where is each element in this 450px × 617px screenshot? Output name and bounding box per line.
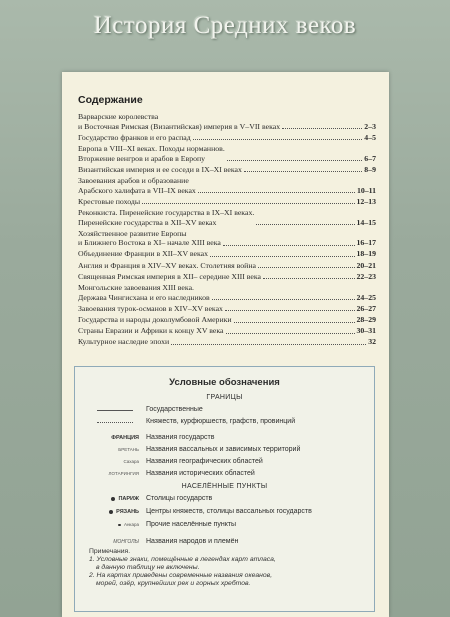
toc-item[interactable]: [78, 176, 376, 195]
toc-item-title: Англия и Франция в XIV–XV веках. Столетняя война: [78, 260, 256, 270]
toc-item[interactable]: [78, 229, 376, 248]
toc-item-title: Варварские королевства и Восточная Римская (Византийская) империя в V–VII веках: [78, 112, 281, 131]
legend-row-other-settlements: [75, 520, 374, 531]
toc-item-pages: 4–5: [364, 132, 376, 142]
legend-row-state-names: [75, 433, 374, 444]
toc-item[interactable]: [78, 133, 376, 143]
toc-item-pages: 32: [368, 337, 376, 347]
toc-leader: [263, 278, 355, 279]
legend-notes: [89, 548, 369, 588]
toc-item[interactable]: [78, 304, 376, 314]
toc-item-pages: 10–11: [356, 185, 376, 195]
legend-row-text: Названия географических областей: [146, 458, 263, 465]
toc-item-title: Завоевания турок-османов в XIV–XV веках: [78, 303, 223, 313]
state-border-symbol: [97, 410, 133, 411]
legend-box: [74, 366, 375, 612]
legend-row-text: Государственные: [146, 406, 203, 413]
toc-leader: [223, 245, 355, 246]
toc-item[interactable]: [78, 197, 376, 207]
legend-row-text: Прочие населённые пункты: [146, 521, 237, 528]
capital-dot-icon: [111, 497, 115, 501]
legend-row-historic-names: [75, 469, 374, 480]
toc-item-title: Культурное наследие эпохи: [78, 337, 170, 347]
legend-row-text: Названия вассальных и зависимых территорий: [146, 446, 301, 453]
legend-symbol: МОНГОЛЫ: [113, 539, 139, 545]
note-item: 1. Условные знаки, помещённые в легендах карт атласа, в данную таблицу не включены.: [89, 556, 276, 571]
toc-item-title: Реконкиста. Пиренейские государства в IX–XI веках. Пиренейские государства в XII–XV веках: [78, 207, 255, 227]
legend-symbol: Сахара: [123, 459, 139, 464]
toc-item-pages: 24–25: [356, 292, 376, 302]
toc-item-pages: 26–27: [356, 303, 376, 313]
borders-section-title: ГРАНИЦЫ: [206, 394, 243, 401]
legend-row-text: Столицы государств: [146, 495, 213, 502]
legend-row-text: Названия государств: [146, 434, 215, 441]
toc-leader: [234, 322, 355, 323]
legend-row-state-border: [75, 405, 374, 416]
toc-item[interactable]: [78, 112, 376, 131]
toc-leader: [225, 310, 355, 311]
toc-item-title: Государство франков и его распад: [78, 132, 191, 142]
toc-item-pages: 16–17: [356, 238, 376, 248]
toc-item[interactable]: [78, 261, 376, 271]
legend-row-geographic-names: [75, 457, 374, 468]
toc-item[interactable]: [78, 208, 376, 227]
toc-leader: [256, 224, 354, 225]
toc-item-title: Страны Евразии и Африки к концу XV века: [78, 326, 224, 336]
legend-row-peoples: [75, 537, 374, 548]
center-dot-icon: [109, 510, 113, 514]
toc-leader: [198, 192, 355, 193]
legend-row-text: Названия народов и племён: [146, 538, 239, 545]
toc-item[interactable]: [78, 315, 376, 325]
legend-row-principality-centers: [75, 507, 374, 518]
legend-title: Условные обозначения: [169, 377, 280, 388]
town-dot-icon: [118, 524, 121, 527]
note-item: 2. На картах приведены современные названия океанов, морей, озёр, крупнейших рек и горных хребтов.: [89, 572, 273, 587]
toc-leader: [142, 203, 354, 204]
toc-item-title: Государства и народы доколумбовой Америки: [78, 315, 232, 324]
toc-item-pages: 8–9: [364, 164, 376, 174]
toc-leader: [282, 128, 362, 129]
toc-leader: [171, 344, 366, 345]
toc-item[interactable]: [78, 249, 376, 259]
toc-leader: [212, 299, 355, 300]
toc-leader: [210, 256, 354, 257]
toc-item-pages: 6–7: [364, 153, 376, 163]
settlements-section-title: НАСЕЛЁННЫЕ ПУНКТЫ: [181, 483, 268, 490]
toc-item[interactable]: [78, 337, 376, 347]
toc-item-pages: 18–19: [356, 249, 376, 259]
toc-item-title: Монгольские завоевания XIII века. Держава Чингисхана и его наследников: [78, 283, 210, 302]
toc-item-pages: 14–15: [356, 217, 376, 227]
toc-item[interactable]: [78, 326, 376, 336]
toc-item-pages: 30–31: [356, 326, 376, 336]
contents-page: [62, 72, 389, 617]
toc-item-title: Завоевания арабов и образование Арабского халифата в VII–IX веках: [78, 175, 196, 195]
toc-leader: [226, 333, 355, 334]
toc-item[interactable]: [78, 165, 376, 175]
toc-item-pages: 12–13: [356, 196, 376, 206]
legend-row-text: Княжеств, курфюршеств, графств, провинций: [146, 418, 296, 425]
legend-symbol: ЛОТАРИНГИЯ: [108, 471, 139, 476]
legend-row-text: Центры княжеств, столицы вассальных государств: [146, 508, 312, 515]
toc-item-pages: 28–29: [356, 315, 376, 324]
legend-symbol: РЯЗАНЬ: [75, 509, 139, 515]
toc-leader: [193, 139, 363, 140]
toc-item-title: Крестовые походы: [78, 196, 141, 206]
toc-leader: [227, 160, 362, 161]
toc-item-pages: 2–3: [364, 121, 376, 131]
toc-leader: [244, 171, 362, 172]
contents-heading: Содержание: [78, 94, 143, 106]
legend-row-province-border: [75, 417, 374, 428]
toc-item-title: Хозяйственное развитие Европы и Ближнего Востока в XI– начале XIII века: [78, 228, 221, 248]
toc-item-title: Объединение Франции в XII–XV веках: [78, 249, 209, 259]
province-border-symbol: [97, 422, 133, 423]
legend-symbol: ПАРИЖ: [75, 496, 139, 502]
toc-item-title: Византийская империя и ее соседи в IX–XI веках: [78, 164, 242, 174]
legend-symbol: БРЕТАНЬ: [118, 447, 139, 452]
toc-item-title: Европа в VIII–XI веках. Походы норманнов. Вторжение венгров и арабов в Европу: [78, 143, 225, 163]
legend-symbol: ФРАНЦИЯ: [111, 435, 139, 441]
toc-item-pages: 22–23: [356, 271, 376, 281]
toc-item[interactable]: [78, 272, 376, 282]
toc-item-title: Священная Римская империя в XII– середине XIII века: [78, 271, 261, 281]
table-of-contents: [78, 112, 376, 347]
toc-leader: [258, 267, 355, 268]
toc-item-pages: 20–21: [356, 260, 376, 270]
legend-row-vassal-names: [75, 445, 374, 456]
toc-item[interactable]: [78, 144, 376, 163]
legend-row-capitals: [75, 494, 374, 505]
legend-row-text: Названия исторических областей: [146, 470, 255, 477]
legend-symbol: Анкара: [75, 522, 139, 527]
toc-item[interactable]: [78, 283, 376, 302]
notes-title: Примечания.: [89, 548, 131, 555]
atlas-title: История Средних веков: [93, 12, 357, 39]
